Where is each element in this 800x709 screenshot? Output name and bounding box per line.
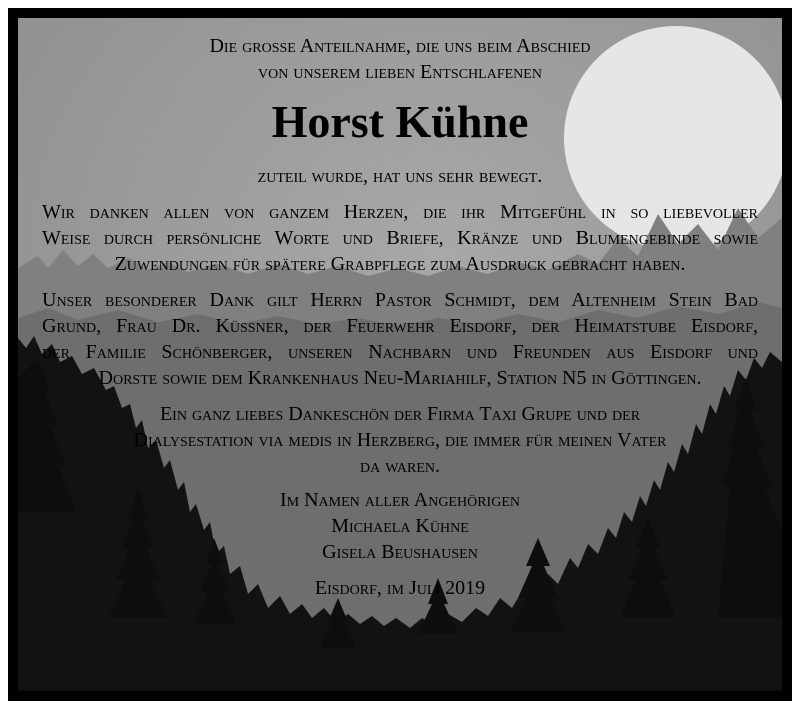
- paragraph2-line: Unser besonderer Dank gilt Herrn Pastor Schmidt, dem Altenheim Stein Bad: [42, 289, 758, 311]
- paragraph1-line: Weise durch persönliche Worte und Briefe, Kränze und Blumengebinde sowie: [42, 227, 758, 249]
- obituary-text: [18, 18, 782, 691]
- deceased-name: Horst Kühne: [271, 96, 529, 147]
- obituary-panel: [18, 18, 782, 691]
- paragraph3-line: da waren.: [360, 455, 440, 477]
- paragraph2-line: Grund, Frau Dr. Küssner, der Feuerwehr Eisdorf, der Heimatstube Eisdorf,: [42, 315, 759, 337]
- paragraph2-line: der Familie Schönberger, unseren Nachbarn und Freunden aus Eisdorf und: [42, 341, 758, 363]
- paragraph1-line: Wir danken allen von ganzem Herzen, die ihr Mitgefühl in so liebevoller: [42, 201, 758, 223]
- paragraph2-line: Dorste sowie dem Krankenhaus Neu-Mariahilf, Station N5 in Göttingen.: [98, 367, 702, 389]
- after-name-line: zuteil wurde, hat uns sehr bewegt.: [257, 165, 543, 187]
- paragraph3-line: Dialysestation via medis in Herzberg, die immer für meinen Vater: [133, 429, 667, 451]
- intro-line-1: Die grosse Anteilnahme, die uns beim Abschied: [209, 35, 591, 57]
- paragraph1-line: Zuwendungen für spätere Grabpflege zum Ausdruck gebracht haben.: [114, 253, 686, 275]
- signature-intro: Im Namen aller Angehörigen: [280, 489, 520, 511]
- place-date: Eisdorf, im Juli 2019: [314, 577, 486, 599]
- paragraph3-line: Ein ganz liebes Dankeschön der Firma Taxi Grupe und der: [159, 403, 641, 425]
- signature-name: Michaela Kühne: [331, 515, 469, 537]
- intro-line-2: von unserem lieben Entschlafenen: [258, 61, 542, 83]
- signature-name: Gisela Beushausen: [322, 541, 478, 563]
